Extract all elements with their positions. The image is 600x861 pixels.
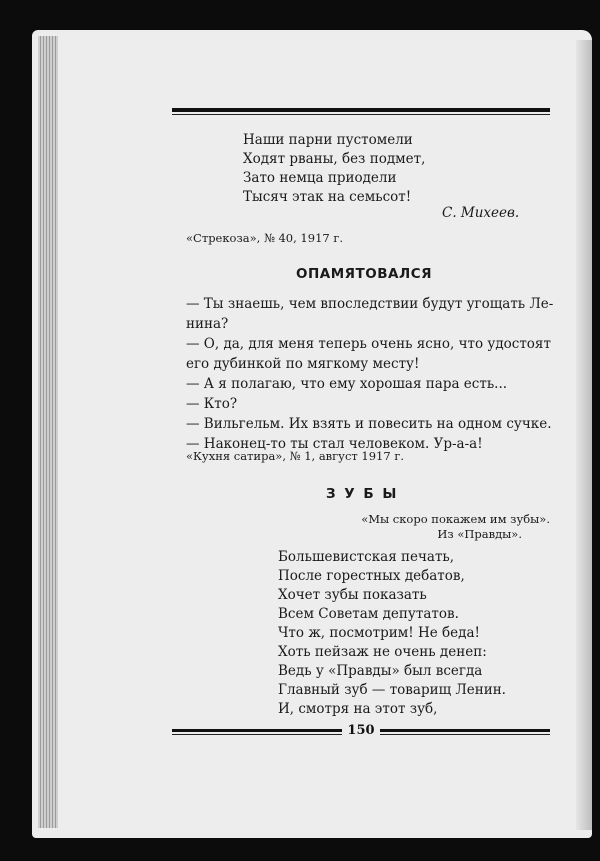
poem-line: После горестных дебатов,: [278, 568, 465, 584]
poem3-stanza: [278, 548, 506, 719]
dialogue-line: — А я полагаю, что ему хорошая пара есть...: [186, 376, 508, 392]
dialogue-line: нина?: [186, 316, 229, 332]
poem1-stanza: [243, 131, 425, 207]
dialogue-line: — О, да, для меня теперь очень ясно, что удостоят: [186, 336, 551, 352]
page-gutter-shadow: [576, 40, 592, 830]
poem-line: Ходят рваны, без подмет,: [243, 151, 426, 167]
poem-line: Главный зуб — товарищ Ленин.: [278, 682, 506, 698]
dialogue-line: его дубинкой по мягкому месту!: [186, 356, 420, 372]
dialogue-line: — Наконец-то ты стал человеком. Ур-а-а!: [186, 436, 483, 452]
poem1-author: С. Михеев.: [442, 205, 520, 221]
page-footer: [172, 723, 550, 743]
poem-line: Наши парни пустомели: [243, 132, 413, 148]
poem1-source: «Стрекоза», № 40, 1917 г.: [186, 231, 344, 245]
section-title: ОПАМЯТОВАЛСЯ: [296, 266, 432, 282]
footer-rule-right: [380, 729, 550, 735]
section-title: З У Б Ы: [326, 486, 399, 502]
poem-line: И, смотря на этот зуб,: [278, 701, 438, 717]
poem-line: Тысяч этак на семьсот!: [243, 189, 412, 205]
poem-line: Зато немца приодели: [243, 170, 397, 186]
section2-source: «Кухня сатира», № 1, август 1917 г.: [186, 449, 405, 463]
epigraph-quote: «Мы скоро покажем им зубы».: [361, 512, 550, 526]
header-rule: [172, 108, 550, 115]
poem-line: Ведь у «Правды» был всегда: [278, 663, 483, 679]
dialogue-line: — Кто?: [186, 396, 238, 412]
dialogue-line: — Вильгельм. Их взять и повесить на одном сучке.: [186, 416, 552, 432]
poem-line: Хочет зубы показать: [278, 587, 427, 603]
epigraph-source: Из «Правды».: [437, 527, 522, 541]
epigraph: [361, 512, 550, 542]
poem-line: Большевистская печать,: [278, 549, 455, 565]
poem-line: Хоть пейзаж не очень денеп:: [278, 644, 487, 660]
page-edges: [38, 36, 58, 828]
page-number: 150: [347, 723, 375, 738]
poem-line: Что ж, посмотрим! Не беда!: [278, 625, 480, 641]
dialogue-block: [186, 294, 554, 454]
dialogue-line: — Ты знаешь, чем впоследствии будут угощать Ле-: [186, 296, 554, 312]
poem-line: Всем Советам депутатов.: [278, 606, 459, 622]
